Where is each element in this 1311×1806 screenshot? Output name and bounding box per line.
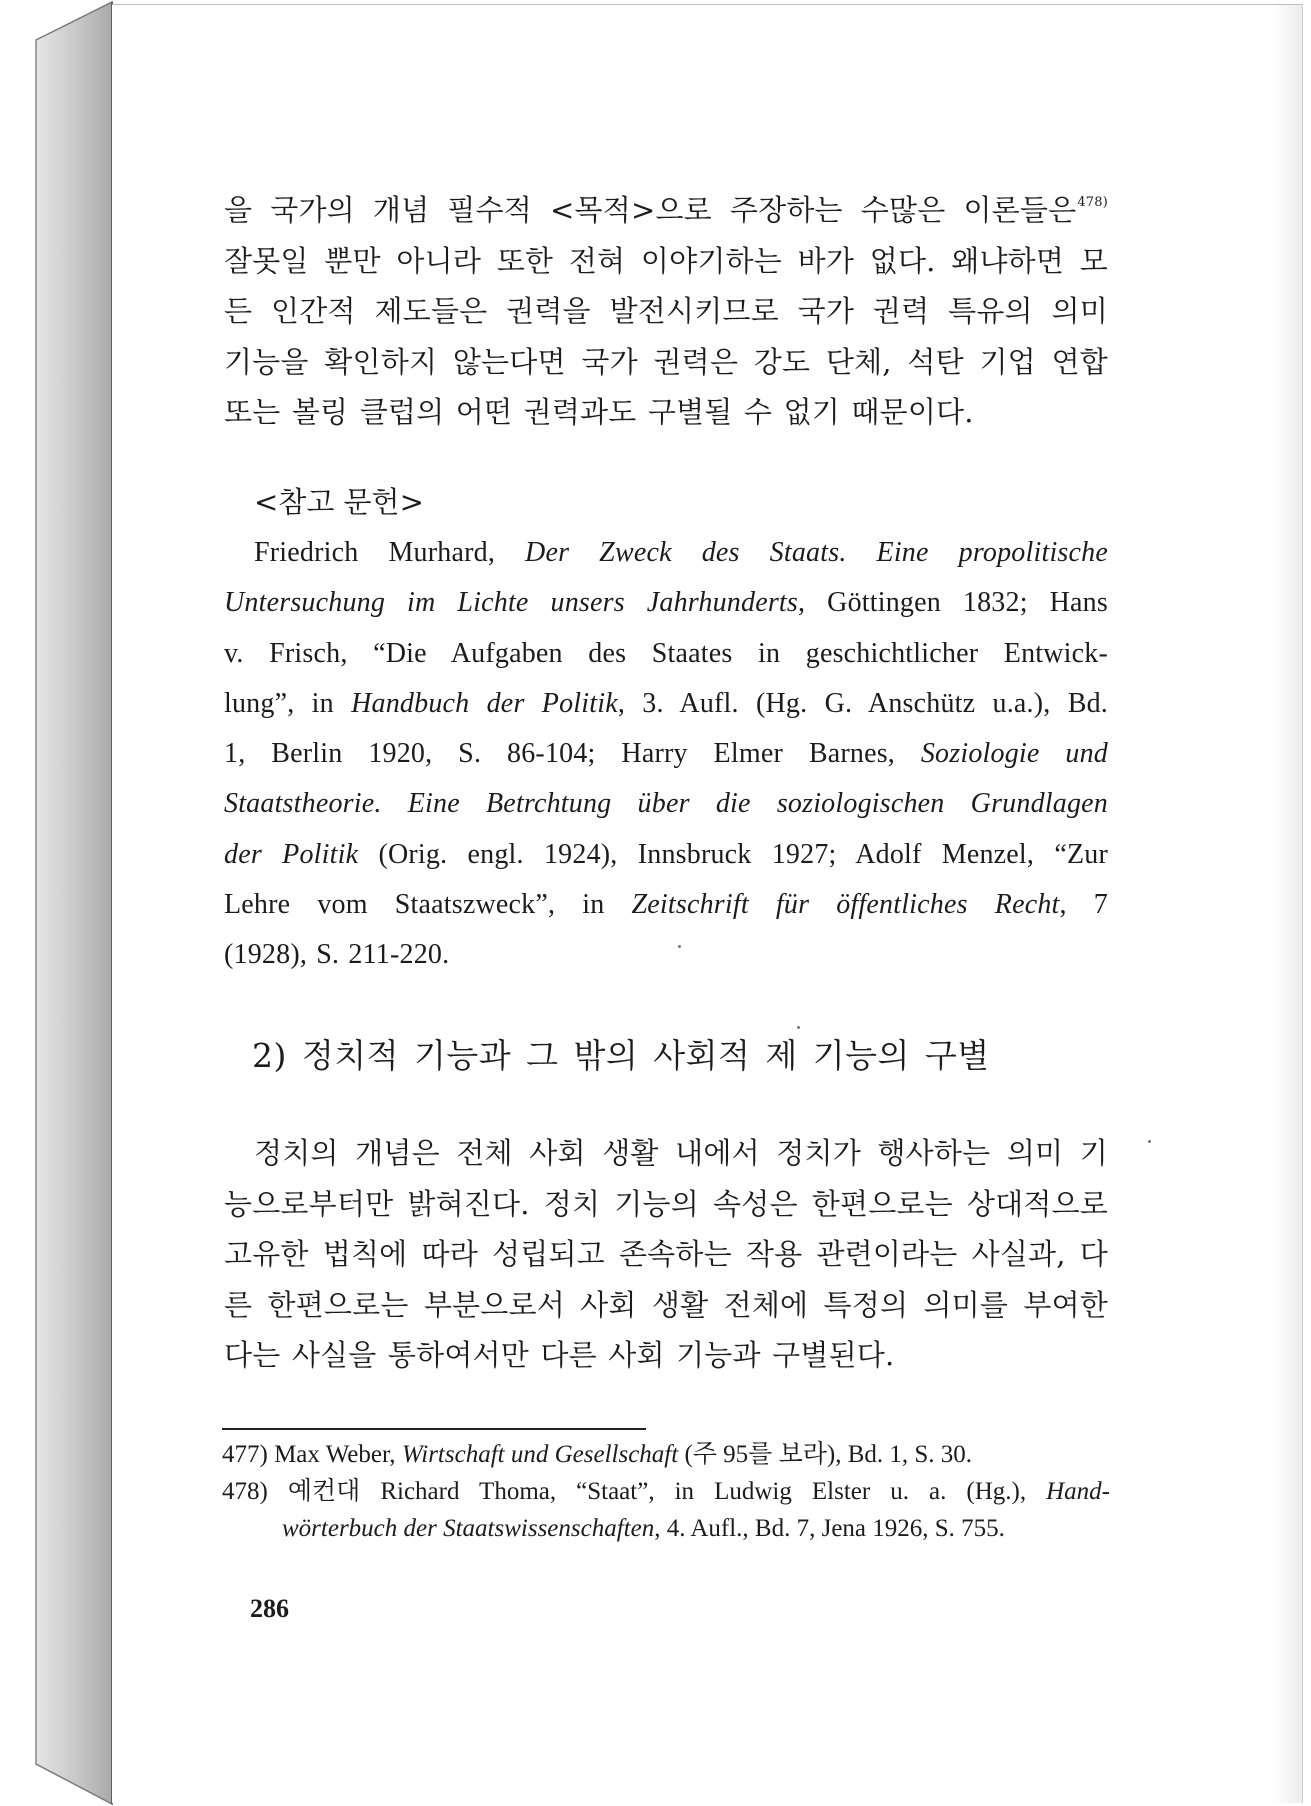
footnote-divider [222, 1428, 646, 1430]
footnote-478: 478) 예컨대 Richard Thoma, “Staat”, in Ludwig Elster u. a. (Hg.), Hand- [222, 1478, 1110, 1505]
reference-line: der Politik (Orig. engl. 1924), Innsbruck 1927; Adolf Menzel, “Zur [224, 838, 1108, 870]
text-line: 을 국가의 개념 필수적 <목적>으로 주장하는 수많은 이론들은$^{478)}$ [224, 193, 1108, 227]
footnote-477: 477) Max Weber, Wirtschaft und Gesellschaft (주 95를 보라), Bd. 1, S. 30. [222, 1441, 973, 1468]
references-heading: <참고 문헌> [254, 485, 424, 519]
reference-line: v. Frisch, “Die Aufgaben des Staates in geschichtlicher Entwick- [224, 637, 1108, 669]
page-edge-shadow [1272, 5, 1302, 1803]
book-spine [0, 0, 115, 1806]
footnote-mark-478: 478) [1077, 195, 1108, 210]
references-list [224, 528, 1108, 981]
text-line: 다는 사실을 통하여서만 다른 사회 기능과 구별된다. [224, 1338, 895, 1372]
section-heading: 2) 정치적 기능과 그 밖의 사회적 제 기능의 구별 [252, 1036, 990, 1075]
reference-line: 1, Berlin 1920, S. 86-104; Harry Elmer Barnes, Soziologie und [224, 738, 1108, 770]
reference-line: lung”, in Handbuch der Politik, 3. Aufl. (Hg. G. Anschütz u.a.), Bd. [224, 687, 1109, 719]
text-line: 잘못일 뿐만 아니라 또한 전혀 이야기하는 바가 없다. 왜냐하면 모 [224, 243, 1108, 278]
footnote-478-continued: wörterbuch der Staatswissenschaften, 4. Aufl., Bd. 7, Jena 1926, S. 755. [282, 1515, 1005, 1542]
text-line: 기능을 확인하지 않는다면 국가 권력은 강도 단체, 석탄 기업 연합 [224, 344, 1108, 379]
reference-line: Lehre vom Staatszweck”, in Zeitschrift für öffentliches Recht, 7 [224, 889, 1108, 921]
text-line: 능으로부터만 밝혀진다. 정치 기능의 속성은 한편으로는 상대적으로 [224, 1186, 1108, 1221]
text-line: 른 한편으로는 부분으로서 사회 생활 전체에 특정의 의미를 부여한 [224, 1287, 1108, 1322]
reference-line: Untersuchung im Lichte unsers Jahrhunderts, Göttingen 1832; Hans [224, 587, 1108, 619]
text-line: 든 인간적 제도들은 권력을 발전시키므로 국가 권력 특유의 의미 [224, 294, 1108, 328]
reference-line: (1928), S. 211-220. [224, 939, 450, 971]
footnotes [222, 1436, 1110, 1547]
reference-line: Friedrich Murhard, Der Zweck des Staats. Eine propolitische [254, 537, 1108, 568]
reference-line: Staatstheorie. Eine Betrchtung über die soziologischen Grundlagen [224, 788, 1108, 820]
scan-speck [1148, 1140, 1151, 1143]
text-line: 정치의 개념은 전체 사회 생활 내에서 정치가 행사하는 의미 기 [254, 1136, 1108, 1170]
paragraph-1 [224, 178, 1108, 438]
paragraph-2 [224, 1128, 1108, 1381]
text-line: 또는 볼링 클럽의 어떤 권력과도 구별될 수 없기 때문이다. [224, 395, 974, 429]
text-line: 고유한 법칙에 따라 성립되고 존속하는 작용 관련이라는 사실과, 다 [224, 1237, 1108, 1271]
scan-speck [797, 1026, 800, 1029]
scan-speck [678, 945, 681, 948]
page-number: 286 [250, 1594, 289, 1623]
